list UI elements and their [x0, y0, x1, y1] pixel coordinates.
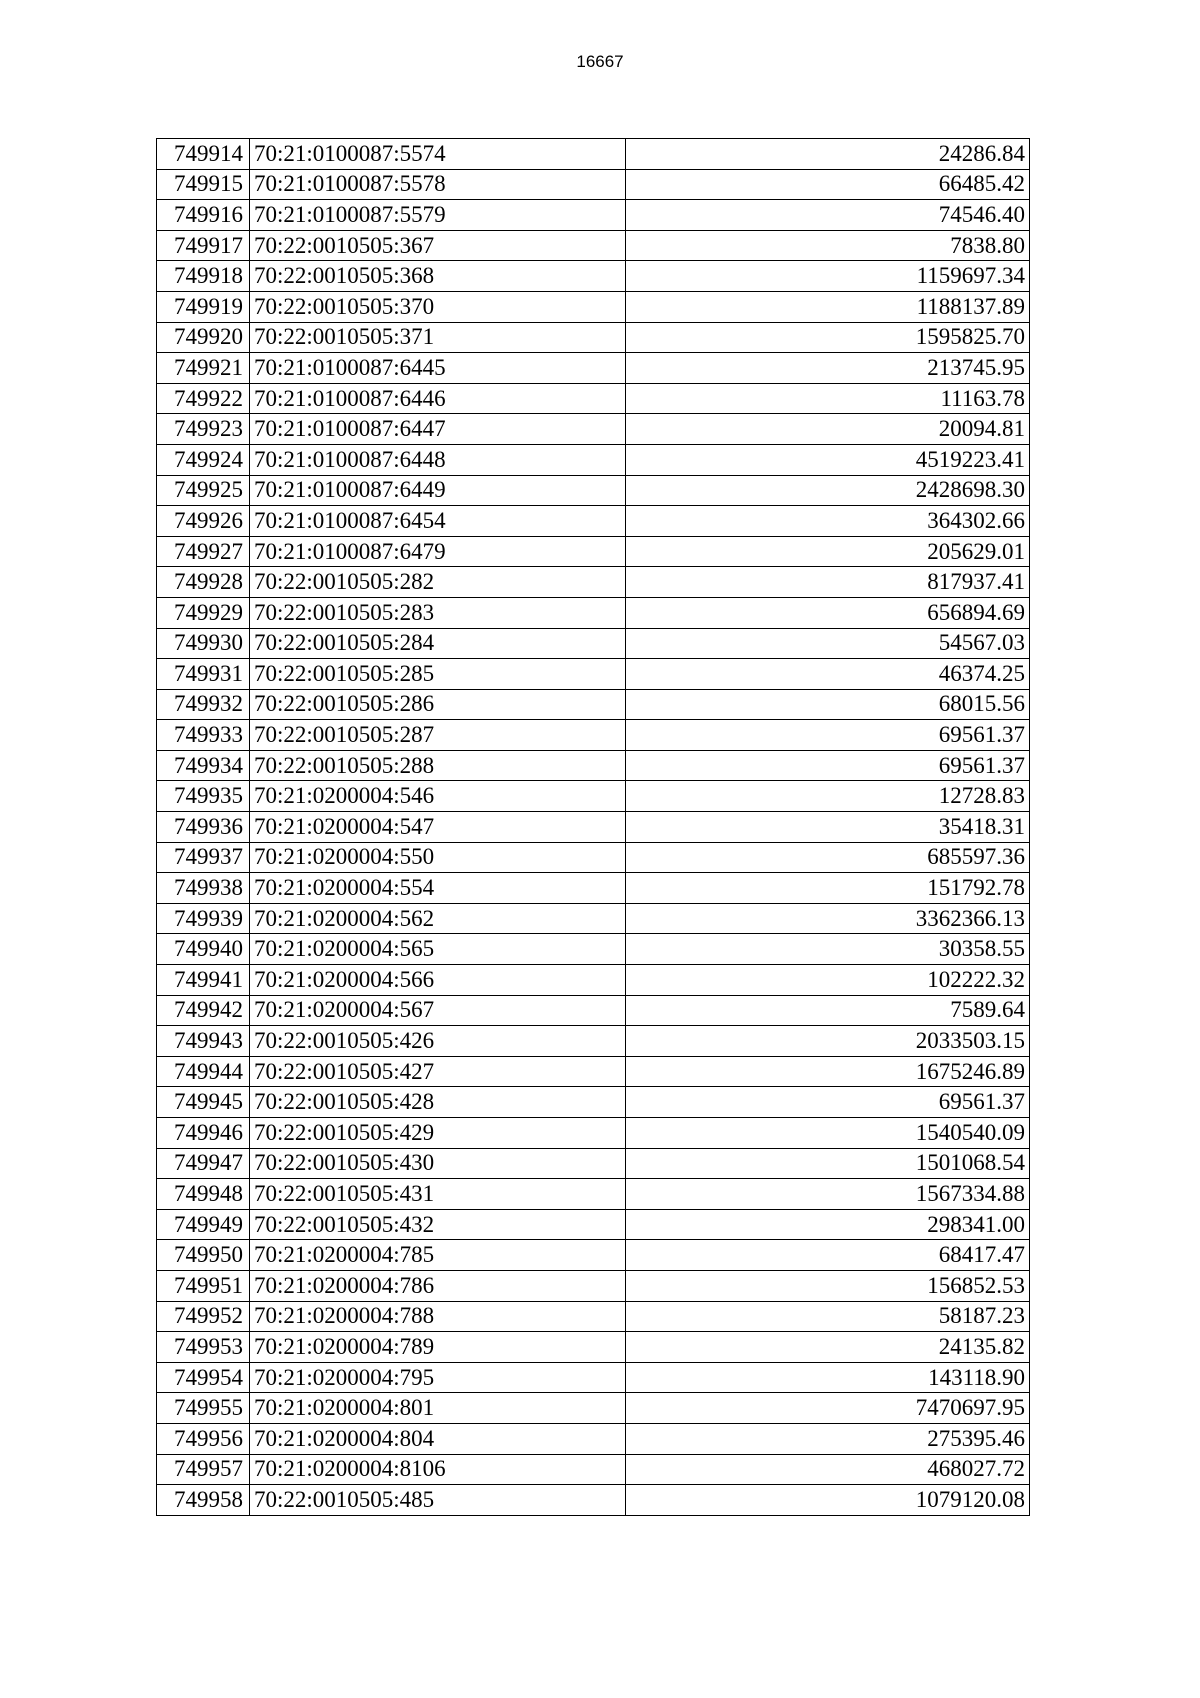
row-number-cell: 749934	[157, 750, 250, 781]
cadastral-number-cell: 70:22:0010505:432	[250, 1209, 626, 1240]
table-row	[157, 169, 1030, 200]
cadastral-value-cell: 11163.78	[626, 383, 1030, 414]
table-row	[157, 200, 1030, 231]
table-row	[157, 261, 1030, 292]
cadastral-value-cell: 468027.72	[626, 1454, 1030, 1485]
row-number-cell: 749957	[157, 1454, 250, 1485]
cadastral-value-cell: 69561.37	[626, 720, 1030, 751]
cadastral-number-cell: 70:21:0100087:6448	[250, 444, 626, 475]
cadastral-value-cell: 102222.32	[626, 965, 1030, 996]
table-row	[157, 291, 1030, 322]
cadastral-number-cell: 70:22:0010505:287	[250, 720, 626, 751]
table-row	[157, 689, 1030, 720]
cadastral-number-cell: 70:21:0200004:562	[250, 903, 626, 934]
row-number-cell: 749956	[157, 1423, 250, 1454]
row-number-cell: 749952	[157, 1301, 250, 1332]
cadastral-value-cell: 1188137.89	[626, 291, 1030, 322]
cadastral-number-cell: 70:22:0010505:367	[250, 230, 626, 261]
cadastral-value-cell: 364302.66	[626, 506, 1030, 537]
cadastral-number-cell: 70:22:0010505:283	[250, 597, 626, 628]
cadastral-number-cell: 70:21:0100087:6447	[250, 414, 626, 445]
cadastral-value-cell: 68417.47	[626, 1240, 1030, 1271]
cadastral-number-cell: 70:21:0200004:565	[250, 934, 626, 965]
row-number-cell: 749923	[157, 414, 250, 445]
table-row	[157, 506, 1030, 537]
cadastral-number-cell: 70:22:0010505:431	[250, 1179, 626, 1210]
cadastral-number-cell: 70:22:0010505:286	[250, 689, 626, 720]
cadastral-number-cell: 70:22:0010505:288	[250, 750, 626, 781]
cadastral-number-cell: 70:22:0010505:428	[250, 1087, 626, 1118]
table-row	[157, 812, 1030, 843]
cadastral-value-cell: 205629.01	[626, 536, 1030, 567]
row-number-cell: 749919	[157, 291, 250, 322]
cadastral-value-cell: 7470697.95	[626, 1393, 1030, 1424]
page-number: 16667	[576, 52, 624, 71]
table-row	[157, 1026, 1030, 1057]
table-row	[157, 597, 1030, 628]
cadastral-value-cell: 685597.36	[626, 842, 1030, 873]
cadastral-value-cell: 66485.42	[626, 169, 1030, 200]
cadastral-value-cell: 1159697.34	[626, 261, 1030, 292]
cadastral-value-cell: 298341.00	[626, 1209, 1030, 1240]
cadastral-number-cell: 70:21:0200004:566	[250, 965, 626, 996]
table-row	[157, 1393, 1030, 1424]
table-row	[157, 536, 1030, 567]
cadastral-number-cell: 70:21:0200004:8106	[250, 1454, 626, 1485]
row-number-cell: 749926	[157, 506, 250, 537]
table-row	[157, 383, 1030, 414]
cadastral-value-cell: 1079120.08	[626, 1485, 1030, 1516]
table-row	[157, 475, 1030, 506]
cadastral-value-cell: 74546.40	[626, 200, 1030, 231]
row-number-cell: 749939	[157, 903, 250, 934]
row-number-cell: 749938	[157, 873, 250, 904]
row-number-cell: 749927	[157, 536, 250, 567]
cadastral-number-cell: 70:21:0100087:6454	[250, 506, 626, 537]
table-row	[157, 903, 1030, 934]
cadastral-number-cell: 70:22:0010505:368	[250, 261, 626, 292]
cadastral-value-cell: 2428698.30	[626, 475, 1030, 506]
cadastral-number-cell: 70:21:0200004:788	[250, 1301, 626, 1332]
cadastral-value-cell: 24135.82	[626, 1332, 1030, 1363]
cadastral-value-cell: 2033503.15	[626, 1026, 1030, 1057]
table-row	[157, 353, 1030, 384]
table-row	[157, 750, 1030, 781]
table-row	[157, 720, 1030, 751]
table-row	[157, 842, 1030, 873]
table-row	[157, 1209, 1030, 1240]
row-number-cell: 749941	[157, 965, 250, 996]
cadastral-value-cell: 4519223.41	[626, 444, 1030, 475]
cadastral-value-cell: 7838.80	[626, 230, 1030, 261]
table-row	[157, 414, 1030, 445]
table-row	[157, 1087, 1030, 1118]
cadastral-number-cell: 70:21:0200004:554	[250, 873, 626, 904]
row-number-cell: 749918	[157, 261, 250, 292]
row-number-cell: 749924	[157, 444, 250, 475]
table-row	[157, 995, 1030, 1026]
table-row	[157, 1301, 1030, 1332]
cadastral-number-cell: 70:21:0200004:785	[250, 1240, 626, 1271]
cadastral-number-cell: 70:21:0100087:6449	[250, 475, 626, 506]
row-number-cell: 749946	[157, 1118, 250, 1149]
row-number-cell: 749948	[157, 1179, 250, 1210]
row-number-cell: 749935	[157, 781, 250, 812]
cadastral-value-cell: 1675246.89	[626, 1056, 1030, 1087]
table-row	[157, 781, 1030, 812]
cadastral-value-cell: 12728.83	[626, 781, 1030, 812]
row-number-cell: 749914	[157, 139, 250, 170]
cadastral-value-cell: 656894.69	[626, 597, 1030, 628]
cadastral-number-cell: 70:21:0100087:5574	[250, 139, 626, 170]
row-number-cell: 749920	[157, 322, 250, 353]
cadastral-number-cell: 70:22:0010505:282	[250, 567, 626, 598]
cadastral-value-cell: 30358.55	[626, 934, 1030, 965]
cadastral-number-cell: 70:22:0010505:371	[250, 322, 626, 353]
cadastral-number-cell: 70:21:0100087:6479	[250, 536, 626, 567]
cadastral-value-cell: 213745.95	[626, 353, 1030, 384]
row-number-cell: 749925	[157, 475, 250, 506]
cadastral-value-cell: 1567334.88	[626, 1179, 1030, 1210]
cadastral-number-cell: 70:22:0010505:429	[250, 1118, 626, 1149]
row-number-cell: 749932	[157, 689, 250, 720]
cadastral-number-cell: 70:21:0200004:795	[250, 1362, 626, 1393]
row-number-cell: 749917	[157, 230, 250, 261]
cadastral-number-cell: 70:21:0200004:804	[250, 1423, 626, 1454]
cadastral-value-cell: 817937.41	[626, 567, 1030, 598]
cadastral-number-cell: 70:21:0100087:5578	[250, 169, 626, 200]
cadastral-value-table	[156, 138, 1030, 1516]
row-number-cell: 749954	[157, 1362, 250, 1393]
row-number-cell: 749942	[157, 995, 250, 1026]
table-row	[157, 139, 1030, 170]
cadastral-value-cell: 58187.23	[626, 1301, 1030, 1332]
table-row	[157, 1454, 1030, 1485]
cadastral-value-cell: 3362366.13	[626, 903, 1030, 934]
row-number-cell: 749915	[157, 169, 250, 200]
row-number-cell: 749950	[157, 1240, 250, 1271]
table-row	[157, 873, 1030, 904]
table-row	[157, 1148, 1030, 1179]
cadastral-number-cell: 70:21:0200004:786	[250, 1270, 626, 1301]
cadastral-number-cell: 70:21:0100087:6445	[250, 353, 626, 384]
table-row	[157, 567, 1030, 598]
row-number-cell: 749933	[157, 720, 250, 751]
row-number-cell: 749928	[157, 567, 250, 598]
row-number-cell: 749953	[157, 1332, 250, 1363]
cadastral-number-cell: 70:22:0010505:426	[250, 1026, 626, 1057]
cadastral-value-cell: 275395.46	[626, 1423, 1030, 1454]
row-number-cell: 749922	[157, 383, 250, 414]
row-number-cell: 749931	[157, 659, 250, 690]
cadastral-value-cell: 24286.84	[626, 139, 1030, 170]
row-number-cell: 749944	[157, 1056, 250, 1087]
table-row	[157, 1362, 1030, 1393]
row-number-cell: 749916	[157, 200, 250, 231]
cadastral-number-cell: 70:21:0200004:546	[250, 781, 626, 812]
cadastral-value-cell: 69561.37	[626, 1087, 1030, 1118]
cadastral-number-cell: 70:22:0010505:284	[250, 628, 626, 659]
table-row	[157, 444, 1030, 475]
table-row	[157, 1056, 1030, 1087]
cadastral-number-cell: 70:21:0200004:801	[250, 1393, 626, 1424]
cadastral-number-cell: 70:22:0010505:285	[250, 659, 626, 690]
row-number-cell: 749947	[157, 1148, 250, 1179]
cadastral-number-cell: 70:21:0200004:567	[250, 995, 626, 1026]
cadastral-value-cell: 156852.53	[626, 1270, 1030, 1301]
row-number-cell: 749921	[157, 353, 250, 384]
table-row	[157, 965, 1030, 996]
row-number-cell: 749951	[157, 1270, 250, 1301]
cadastral-value-cell: 1595825.70	[626, 322, 1030, 353]
cadastral-number-cell: 70:22:0010505:430	[250, 1148, 626, 1179]
cadastral-value-cell: 54567.03	[626, 628, 1030, 659]
table-row	[157, 1332, 1030, 1363]
table-body	[157, 139, 1030, 1516]
cadastral-number-cell: 70:21:0200004:550	[250, 842, 626, 873]
cadastral-number-cell: 70:22:0010505:485	[250, 1485, 626, 1516]
row-number-cell: 749929	[157, 597, 250, 628]
cadastral-value-cell: 68015.56	[626, 689, 1030, 720]
table-row	[157, 1179, 1030, 1210]
cadastral-value-cell: 69561.37	[626, 750, 1030, 781]
table-row	[157, 1423, 1030, 1454]
row-number-cell: 749937	[157, 842, 250, 873]
cadastral-value-cell: 1501068.54	[626, 1148, 1030, 1179]
row-number-cell: 749940	[157, 934, 250, 965]
cadastral-value-cell: 7589.64	[626, 995, 1030, 1026]
table-row	[157, 1270, 1030, 1301]
row-number-cell: 749945	[157, 1087, 250, 1118]
cadastral-number-cell: 70:22:0010505:427	[250, 1056, 626, 1087]
table-row	[157, 230, 1030, 261]
table-row	[157, 628, 1030, 659]
table-row	[157, 322, 1030, 353]
table-row	[157, 659, 1030, 690]
row-number-cell: 749958	[157, 1485, 250, 1516]
cadastral-number-cell: 70:21:0200004:547	[250, 812, 626, 843]
table-row	[157, 1485, 1030, 1516]
cadastral-number-cell: 70:21:0200004:789	[250, 1332, 626, 1363]
row-number-cell: 749943	[157, 1026, 250, 1057]
cadastral-value-cell: 46374.25	[626, 659, 1030, 690]
cadastral-value-cell: 143118.90	[626, 1362, 1030, 1393]
cadastral-value-cell: 151792.78	[626, 873, 1030, 904]
table-row	[157, 1240, 1030, 1271]
cadastral-value-cell: 20094.81	[626, 414, 1030, 445]
row-number-cell: 749930	[157, 628, 250, 659]
cadastral-number-cell: 70:21:0100087:6446	[250, 383, 626, 414]
row-number-cell: 749955	[157, 1393, 250, 1424]
cadastral-value-cell: 1540540.09	[626, 1118, 1030, 1149]
cadastral-number-cell: 70:21:0100087:5579	[250, 200, 626, 231]
table-row	[157, 934, 1030, 965]
row-number-cell: 749936	[157, 812, 250, 843]
cadastral-number-cell: 70:22:0010505:370	[250, 291, 626, 322]
row-number-cell: 749949	[157, 1209, 250, 1240]
cadastral-value-cell: 35418.31	[626, 812, 1030, 843]
table-row	[157, 1118, 1030, 1149]
